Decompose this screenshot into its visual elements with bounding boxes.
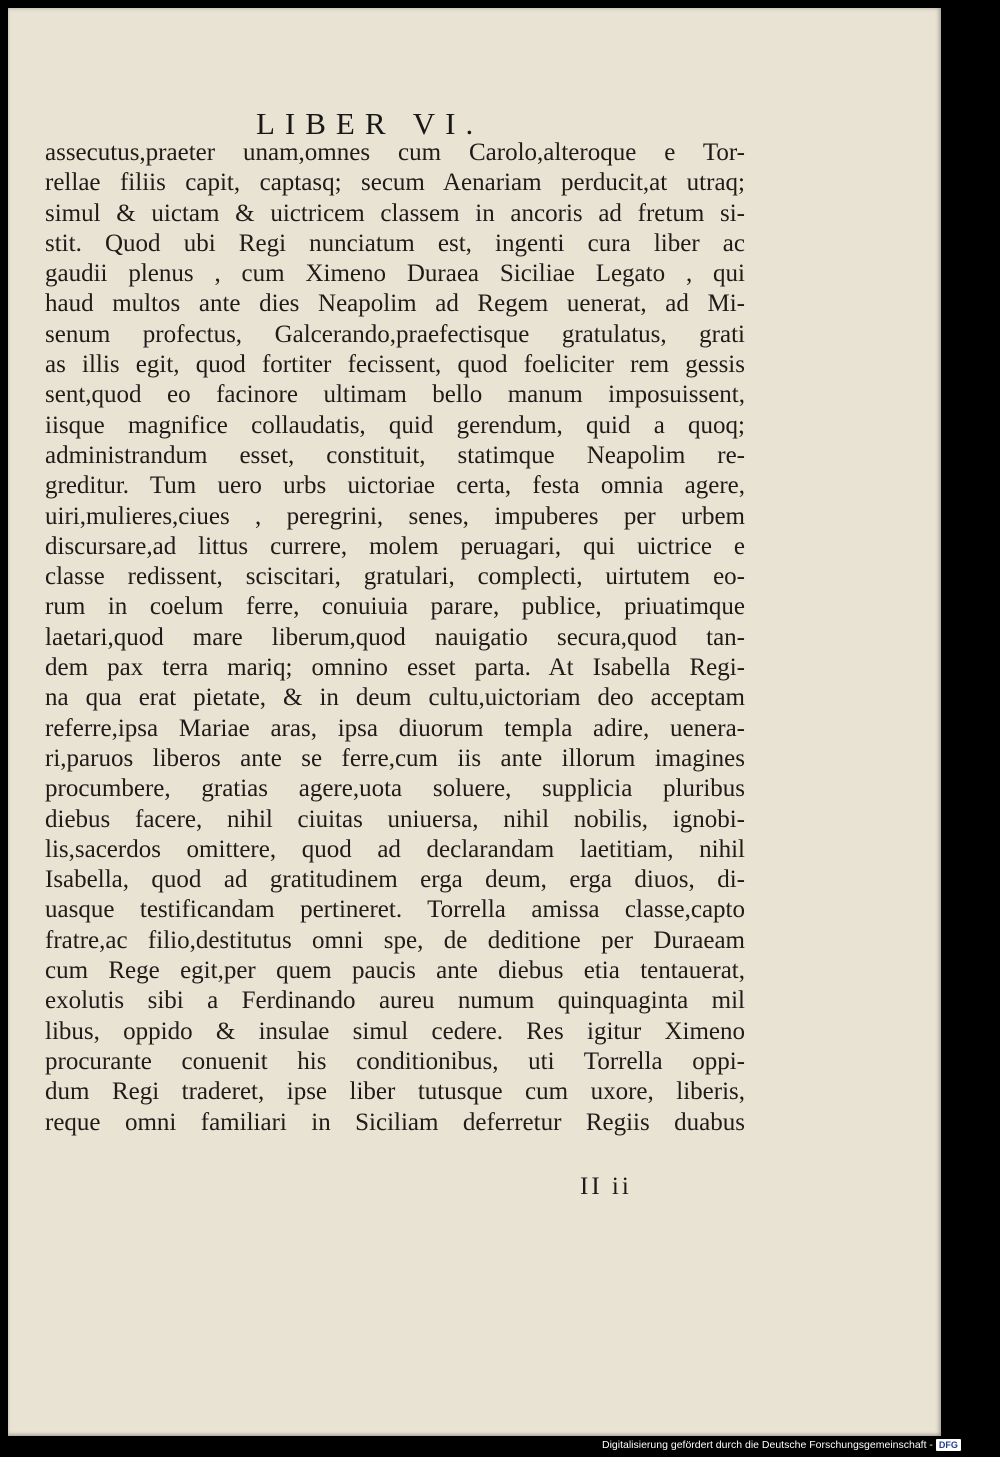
book-page	[8, 8, 941, 1436]
text-line: iisque magnifice collaudatis, quid gerendum, quid a quoq;	[45, 411, 745, 439]
text-line: classe redissent, sciscitari, gratulari, complecti, uirtutem eo-	[45, 563, 745, 591]
text-line: uiri,mulieres,ciues , peregrini, senes, impuberes per urbem	[45, 502, 745, 530]
text-line: rellae filiis capit, captasq; secum Aenariam perducit,at utraq;	[45, 169, 745, 197]
text-line: senum profectus, Galcerando,praefectisque gratulatus, grati	[45, 320, 745, 348]
text-line: referre,ipsa Mariae aras, ipsa diuorum templa adire, uenera-	[45, 714, 745, 742]
text-line: exolutis sibi a Ferdinando aureu numum quinquaginta mil	[45, 987, 745, 1015]
text-line: greditur. Tum uero urbs uictoriae certa, festa omnia agere,	[45, 472, 745, 500]
text-line: stit. Quod ubi Regi nunciatum est, ingenti cura liber ac	[45, 229, 745, 257]
text-line: simul & uictam & uictricem classem in ancoris ad fretum si-	[45, 199, 745, 227]
text-line: gaudii plenus , cum Ximeno Duraea Siciliae Legato , qui	[45, 260, 745, 288]
text-line: discursare,ad littus currere, molem peruagari, qui uictrice e	[45, 532, 745, 560]
digitization-credit	[602, 1439, 961, 1451]
text-line: libus, oppido & insulae simul cedere. Res igitur Ximeno	[45, 1017, 745, 1045]
text-line: dem pax terra mariq; omnino esset parta. At Isabella Regi-	[45, 654, 745, 682]
text-line: diebus facere, nihil ciuitas uniuersa, nihil nobilis, ignobi-	[45, 805, 745, 833]
text-line: rum in coelum ferre, conuiuia parare, publice, priuatimque	[45, 593, 745, 621]
text-line: haud multos ante dies Neapolim ad Regem uenerat, ad Mi-	[45, 290, 745, 318]
text-line: ri,paruos liberos ante se ferre,cum iis ante illorum imagines	[45, 744, 745, 772]
text-line: Isabella, quod ad gratitudinem erga deum, erga diuos, di-	[45, 866, 745, 894]
body-text	[45, 138, 745, 1138]
text-line: dum Regi traderet, ipse liber tutusque cum uxore, liberis,	[45, 1078, 745, 1106]
text-line: uasque testificandam pertineret. Torrella amissa classe,capto	[45, 896, 745, 924]
text-line: na qua erat pietate, & in deum cultu,uictoriam deo acceptam	[45, 684, 745, 712]
text-line: cum Rege egit,per quem paucis ante diebus etia tentauerat,	[45, 957, 745, 985]
dfg-logo-icon: DFG	[936, 1439, 961, 1451]
text-line: procumbere, gratias agere,uota soluere, supplicia pluribus	[45, 775, 745, 803]
text-line: fratre,ac filio,destitutus omni spe, de deditione per Duraeam	[45, 926, 745, 954]
text-line: administrandum esset, constituit, statimque Neapolim re-	[45, 441, 745, 469]
text-line: sent,quod eo facinore ultimam bello manum imposuissent,	[45, 381, 745, 409]
running-head: LIBER VI.	[256, 106, 484, 141]
text-line: laetari,quod mare liberum,quod nauigatio secura,quod tan-	[45, 623, 745, 651]
text-line: as illis egit, quod fortiter fecissent, quod foeliciter rem gessis	[45, 351, 745, 379]
text-line: assecutus,praeter unam,omnes cum Carolo,alteroque e Tor-	[45, 139, 745, 166]
credit-text: Digitalisierung gefördert durch die Deutsche Forschungsgemeinschaft -	[602, 1439, 933, 1451]
text-line: lis,sacerdos omittere, quod ad declarandam laetitiam, nihil	[45, 835, 745, 863]
text-line: reque omni familiari in Siciliam deferretur Regiis duabus	[45, 1108, 745, 1136]
signature-mark: II ii	[580, 1173, 632, 1200]
text-line: procurante conuenit his conditionibus, uti Torrella oppi-	[45, 1047, 745, 1075]
